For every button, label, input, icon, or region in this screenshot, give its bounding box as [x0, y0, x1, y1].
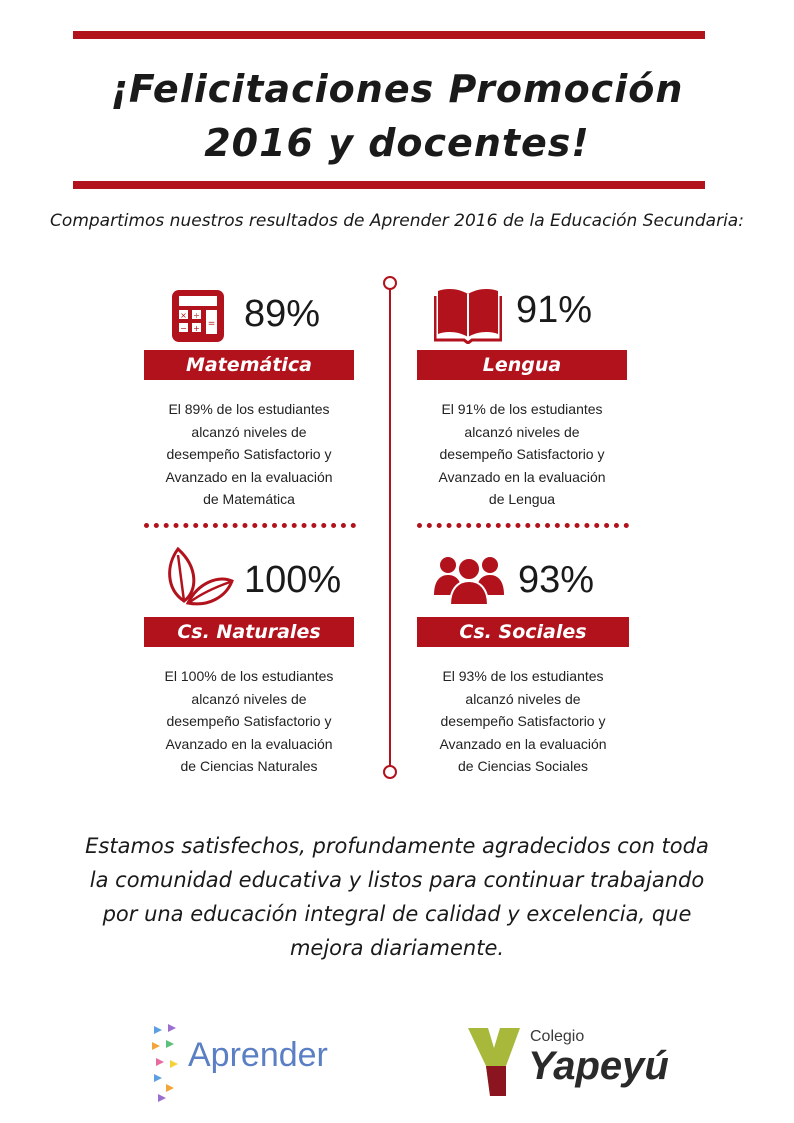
svg-text:=: = [207, 319, 216, 329]
lengua-label: Lengua [417, 350, 627, 380]
naturales-desc-line: alcanzó niveles de [191, 690, 307, 707]
closing-line: mejora diariamente. [289, 936, 505, 960]
naturales-desc-line: Avanzado en la evaluación [165, 735, 333, 752]
bottom-rule [73, 181, 705, 189]
leaf-icon [164, 545, 236, 609]
closing-line: por una educación integral de calidad y excelencia, que [102, 902, 692, 926]
math-desc-line: El 89% de los estudiantes [168, 401, 330, 417]
yapeyu-shield-icon [466, 1026, 522, 1098]
lengua-desc-line: Avanzado en la evaluación [438, 468, 606, 485]
sociales-desc-line: Avanzado en la evaluación [439, 735, 607, 752]
lengua-desc-line: de Lengua [488, 491, 556, 507]
svg-text:+: + [193, 324, 200, 333]
closing-message [40, 829, 754, 965]
naturales-desc-line: de Ciencias Naturales [180, 758, 318, 774]
subtitle: Compartimos nuestros resultados de Aprender 2016 de la Educación Secundaria: [50, 211, 744, 231]
lengua-percent: 91% [516, 289, 593, 331]
top-rule [73, 31, 705, 39]
yapeyu-wordmark: Yapeyú [528, 1044, 669, 1088]
dotted-separator-left [144, 523, 356, 528]
colegio-wordmark: Colegio [530, 1028, 585, 1045]
math-percent: 89% [244, 293, 321, 335]
calculator-icon [170, 288, 226, 344]
math-label: Matemática [144, 350, 354, 380]
math-desc-line: de Matemática [203, 491, 295, 507]
sociales-desc-line: alcanzó niveles de [465, 690, 581, 707]
naturales-percent: 100% [244, 559, 342, 601]
sociales-label: Cs. Sociales [417, 617, 629, 647]
aprender-wordmark: Aprender [188, 1036, 328, 1074]
naturales-desc-line: El 100% de los estudiantes [164, 668, 334, 684]
page-title-line2: 2016 y docentes! [204, 121, 590, 165]
aprender-birds-icon [148, 1018, 192, 1106]
math-desc-line: Avanzado en la evaluación [165, 468, 333, 485]
aprender-logo [148, 1018, 340, 1106]
naturales-description [129, 665, 369, 778]
lengua-desc-line: alcanzó niveles de [464, 423, 580, 440]
math-description [129, 398, 369, 511]
naturales-label: Cs. Naturales [144, 617, 354, 647]
people-icon [434, 553, 504, 605]
book-icon [434, 286, 502, 344]
svg-text:−: − [180, 324, 187, 333]
dotted-separator-right [417, 523, 629, 528]
naturales-desc-line: desempeño Satisfactorio y [166, 713, 332, 729]
sociales-desc-line: desempeño Satisfactorio y [440, 713, 606, 729]
svg-text:÷: ÷ [193, 311, 200, 320]
sociales-desc-line: de Ciencias Sociales [458, 758, 588, 774]
divider-bottom-cap [383, 765, 397, 779]
yapeyu-logo [466, 1022, 669, 1102]
lengua-description [402, 398, 642, 511]
lengua-desc-line: desempeño Satisfactorio y [439, 446, 605, 462]
sociales-percent: 93% [518, 559, 595, 601]
math-desc-line: alcanzó niveles de [191, 423, 307, 440]
lengua-desc-line: El 91% de los estudiantes [441, 401, 603, 417]
closing-line: la comunidad educativa y listos para continuar trabajando [89, 868, 705, 892]
sociales-description [403, 665, 643, 778]
math-desc-line: desempeño Satisfactorio y [166, 446, 332, 462]
center-divider [389, 285, 391, 773]
sociales-desc-line: El 93% de los estudiantes [442, 668, 604, 684]
page-title-line1: ¡Felicitaciones Promoción [110, 67, 684, 111]
closing-line: Estamos satisfechos, profundamente agradecidos con toda [85, 834, 709, 858]
divider-top-cap [383, 276, 397, 290]
svg-text:×: × [180, 311, 187, 320]
